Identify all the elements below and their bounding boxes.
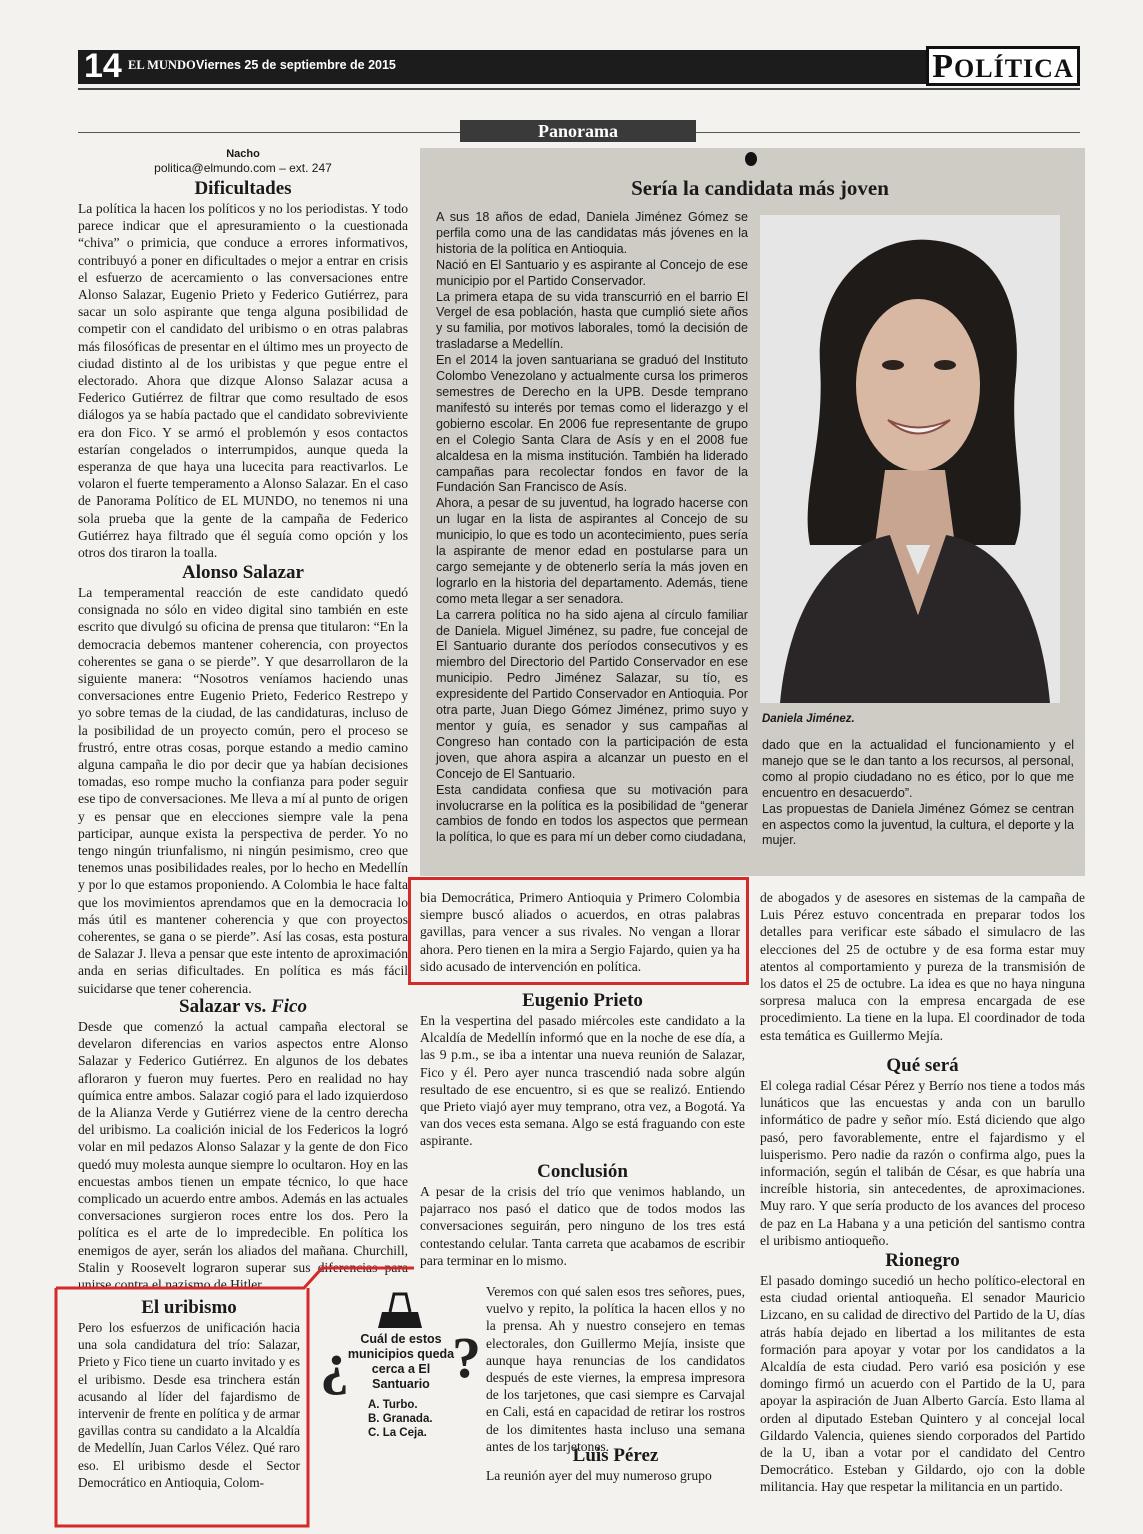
- article-el-uribismo: [78, 1297, 300, 1491]
- feature-p7: Esta candidata confiesa que su motivación para involucrarse en la política es la posibilidad de “generar cambios de fondo en todos los aspectos que permean la política, lo que es para mí un deber como ciudadana,: [436, 782, 748, 845]
- portrait-illustration: [760, 215, 1060, 703]
- heading-el-uribismo: El uribismo: [141, 1297, 237, 1318]
- feature-right-column: [762, 738, 1074, 849]
- quiz-question: Cuál de estos municipios queda cerca a El Santuario: [347, 1332, 455, 1391]
- body-salazar-vs-fico: Desde que comenzó la actual campaña electoral se develaron diferencias en varios aspectos entre Alonso Salazar y Federico Gutiérrez. En algunos de los debates afloraron y fueron muy fuertes. Pero en realidad no hay química entre ambos. Salazar cogió para el lado izquierdoso de la Alianza Verde y Gutiérrez viene de la centro derecha del uribismo. La coalición inicial de los Federicos la logró volar en mil pedazos Alonso Salazar y la gente de don Fico quedó muy molesta aunque siempre lo ocultaron. Hoy en las encuestas ambos tienen un empate técnico, lo que hace complicado un acuerdo entre ambos. Además en las actuales conversaciones surgieron roces entre los dos. Pero la política es el arte de lo impredecible. En política los enemigos de ayer, serán los aliados del mañana. Churchill, Stalin y Roosevelt lograron superar sus diferencias para unirse contra el nazismo de Hitler.: [78, 1019, 408, 1293]
- feature-body-column: [436, 210, 748, 846]
- continuation-uribismo: bia Democrática, Primero Antioquia y Primero Colombia siempre buscó aliados o acuerdos, en otras palabras gavillas, para vencer a sus rivales. No vengan a llorar ahora. Pero tienen en la mira a Sergio Fajardo, quien ya ha sido acusado de intervención en política.: [420, 890, 740, 974]
- heading-alonso-salazar: Alonso Salazar: [182, 562, 304, 583]
- quiz-options: [368, 1398, 433, 1440]
- article-conclusion: [420, 1161, 745, 1269]
- body-conclusion-a: A pesar de la crisis del trío que venimos hablando, un pajarraco nos pasó el datico que de todos modos las conversaciones seguirán, pero ninguno de los tres está contestando celular. Tanta carreta que acabamos de escribir para terminar en lo mismo.: [420, 1184, 745, 1268]
- section-title: [926, 48, 1080, 86]
- article-eugenio-prieto: [420, 990, 745, 1150]
- feature-p9: Las propuestas de Daniela Jiménez Gómez se centran en aspectos como la juventud, la cultura, el deporte y la mujer.: [762, 801, 1074, 848]
- heading-salazar-vs: Salazar vs.: [179, 996, 272, 1017]
- byline-contact: [78, 161, 408, 175]
- heading-conclusion: Conclusión: [537, 1161, 628, 1182]
- article-que-sera: [760, 1055, 1085, 1249]
- body-rionegro: El pasado domingo sucedió un hecho político-electoral en esta ciudad oriental antioqueña. El senador Mauricio Lizcano, en su calidad de directivo del Partido de la U, días atrás había dejado en libertad a los militantes de esta formación para apoyar y votar por los candidatos a la Alcaldía de esta ciudad. Pero varió esa posición y ese domingo firmó un acuerdo con el Partido de la U, para apoyar la aspiración de Juan Alberto García. Esto llama al orden al diputado Esteban Quintero y al concejal local Gildardo Valencia, quienes siendo corporados del Partido de la U, iban a votar por el candidato del Centro Democrático. Esteban y Gildardo, ojo con la doble militancia. Hay que respetar la militancia en un partido.: [760, 1273, 1085, 1495]
- body-luis-perez: La reunión ayer del muy numeroso grupo: [486, 1468, 712, 1483]
- heading-salazar-vs-fico: [78, 996, 408, 1018]
- newspaper-name: EL MUNDO: [128, 58, 196, 72]
- quiz-option-a[interactable]: A. Turbo.: [368, 1399, 418, 1411]
- article-luis-perez: [486, 1445, 745, 1484]
- heading-que-sera: Qué será: [886, 1055, 959, 1076]
- article-salazar-vs-fico: [78, 996, 408, 1293]
- masthead-rule: [78, 88, 1080, 90]
- portrait-photo: [760, 215, 1060, 703]
- byline-ext-separator: –: [279, 161, 286, 175]
- body-dificultades: La política la hacen los políticos y no los periodistas. Y todo parece indicar que el apresuramiento o la cuestionada “chiva” o primicia, que conduce a errores informativos, contribuyó a poner en dificultades o mejor a entrar en crisis el esfuerzo de acercamiento o las conversaciones entre Alonso Salazar, Eugenio Prieto y Federico Gutiérrez, para sacar un solo aspirante que tenga alguna posibilidad de competir con el candidato del uribismo o en otras palabras más filosóficas de presentar en el último mes un proyecto de ciudad distinto al de los uribistas y que pegue entre el electorado. Ahora que dizque Alonso Salazar acusa a Federico Gutiérrez de filtrar que como resultado de esos diálogos ya se había pactado que el candidato sobreviviente era don Fico. Y se armó el problemón y esos contactos estarían congelados o interrumpidos, aunque queda la esperanza de que haya una lucecita para reactivarlos. Le volaron el fuerte temperamento a Alonso Salazar. En el caso de Panorama Político de EL MUNDO, no tenemos ni una sola prueba que la gente de la campaña de Federico Gutiérrez haya filtrado que él seguía como opción y los otros dos tiraron la toalla.: [78, 201, 408, 561]
- body-conclusion-b: Veremos con qué salen esos tres señores, pues, vuelvo y repito, la política la hacen ellos y no la prensa. Ah y nuestro consejero en temas electorales, don Guillermo Mejía, insiste que aunque haya renuncias de los candidatos después de este viernes, la empresa impresora de los tarjetones, que casi siempre es Carvajal en Cali, está en capacidad de retirar los rostros de los dimitentes hasta incluso una semana antes de los tarjetones.: [486, 1284, 745, 1454]
- body-el-uribismo: Pero los esfuerzos de unificación hacia una sola candidatura del trío: Salazar, Prieto y Fico tiene un cuarto invitado y es el uribismo. Desde esa trinchera están acusando al líder del fajardismo de intervenir de frente en política y de armar gavillas contra su candidato a la Alcaldía de Medellín, Juan Carlos Vélez. Qué raro eso. El uribismo desde el Sector Democrático en Antioquia, Colom-: [78, 1320, 300, 1490]
- continuation-luis-perez: de abogados y de asesores en sistemas de la campaña de Luis Pérez estuvo concentrada en preparar todos los detalles para verificar este sábado el simulacro de las elecciones del 25 de octubre y de esa forma estar muy atentos al comportamiento y pureza de la transmisión de los datos el 25 de octubre. La idea es que no haya ninguna sorpresa maluca con la empresa encargada de ese procedimiento. La tiene en la lupa. El coordinador de toda esta temática es Guillermo Mejía.: [760, 890, 1085, 1043]
- byline-ext: ext. 247: [289, 161, 332, 175]
- article-rionegro: [760, 1250, 1085, 1496]
- heading-dificultades: Dificultades: [194, 178, 292, 199]
- article-dificultades: [78, 178, 408, 561]
- heading-luis-perez: Luis Pérez: [572, 1445, 659, 1466]
- byline-author: Nacho: [226, 148, 260, 160]
- feature-p1: A sus 18 años de edad, Daniela Jiménez Gómez se perfila como una de las candidatas más jóvenes en la historia de la política en Antioquia.: [436, 210, 748, 256]
- feature-p6: La carrera política no ha sido ajena al círculo familiar de Daniela. Miguel Jiménez, su padre, fue concejal de El Santuario durante dos períodos consecutivos y es miembro del Directorio del Partido Conservador en ese municipio. Pedro Jiménez Salazar, su tío, es expresidente del Partido Conservador en Antioquia. Por otra parte, Juan Diego Gómez Jiménez, primo suyo y mentor y guía, es senador y sus campañas al Congreso han contado con la participación de esta joven, que ahora aspira a alcanzar un puesto en el Concejo de El Santuario.: [436, 607, 748, 781]
- feature-p2: Nació en El Santuario y es aspirante al Concejo de ese municipio por el Partido Conservador.: [436, 257, 748, 288]
- quiz-option-b[interactable]: B. Granada.: [368, 1413, 433, 1425]
- body-que-sera: El colega radial César Pérez y Berrío nos tiene a todos más lunáticos que las encuestas y anda con un barullo informático de padre y señor mío. Está diciendo que algo pasó, pero favorablemente, entre el fajardismo y el luisperismo. Pero nadie da razón o confirma algo, pues la información, según el talibán de César, es que habría una increíble historia, sin antecedentes, de aproximaciones. Muy raro. Y que sería producto de los avances del proceso de paz en La Habana y a una petición del santismo contra el uribismo antioqueño.: [760, 1078, 1085, 1248]
- body-eugenio-prieto: En la vespertina del pasado miércoles este candidato a la Alcaldía de Medellín informó que en la noche de ese día, a las 9 p.m., se iba a intentar una nueva reunión de Salazar, Fico y él. Pero ayer nunca trascendió nada sobre algún resultado de ese encuentro, si es que se realizó. Entiendo que Prieto viajó ayer muy temprano, otra vez, a Bogotá. Ya van dos veces esta semana. Algo se está fraguando con este aspirante.: [420, 1013, 745, 1149]
- binder-clip-icon: [370, 1290, 430, 1330]
- heading-rionegro: Rionegro: [885, 1250, 960, 1271]
- panorama-label: Panorama: [460, 120, 696, 142]
- section-initial: P: [932, 48, 955, 85]
- quiz-option-c[interactable]: C. La Ceja.: [368, 1427, 427, 1439]
- byline-email[interactable]: politica@elmundo.com: [154, 161, 276, 175]
- issue-date: Viernes 25 de septiembre de 2015: [196, 58, 396, 72]
- quiz-box: [320, 1310, 480, 1460]
- feature-p3: La primera etapa de su vida transcurrió en el barrio El Vergel de esa población, hasta que cumplió siete años y su familia, por motivos laborales, tomó la decisión de trasladarse a Medellín.: [436, 289, 748, 352]
- section-rest: OLÍTICA: [954, 54, 1074, 83]
- feature-title: Sería la candidata más joven: [631, 176, 889, 200]
- article-alonso-salazar: [78, 562, 408, 997]
- body-alonso-salazar: La temperamental reacción de este candidato quedó consignada no sólo en video digital sino también en este escrito que divulgó su oficina de prensa que titularon: “En la democracia debemos mantener coherencia, con proyectos coherentes se gana o se pierde”. Y que desarrollaron de la siguiente manera: “Nosotros veníamos haciendo unas conversaciones entre Eugenio Prieto, Federico Restrepo y yo sobre temas de la ciudad, de las candidaturas, incluso de la posibilidad de un proyecto común, pero el proceso se frustró, entre otras cosas, porque estando a medio camino alguna campaña le dio por decir que ya habían decisiones tomadas, eso rompe mucho la confianza para poder seguir ese tipo de conversaciones. Me lleva a mí al punto de origen y es pensar que en elecciones siempre vale la pena participar, aunque exista la perspectiva de perder. Yo no tengo ningún triunfalismo, ni ningún pesimismo, creo que tenemos unas posibilidades reales, por lo hecho en Medellín y por lo que estamos proponiendo. A Colombia le hace falta que los movimientos aprendamos que en la democracia lo más útil es mantener coherencia y que con proyectos coherentes, se gana o se pierde”. Así las cosas, esta postura de Salazar J. lleva a pensar que este intento de aproximación anda en serias dificultades. En política es más fácil suicidarse que tener coherencia.: [78, 585, 408, 996]
- feature-p5: Ahora, a pesar de su juventud, ha logrado hacerse con un lugar en la lista de aspirantes al Concejo de su municipio, lo que es todo un acontecimiento, pues sería la aspirante de menor edad en postularse para un cargo semejante y de obtenerlo sería la más joven en lograrlo en la historia del departamento. Además, tiene como meta llegar a ser senadora.: [436, 496, 748, 606]
- heading-fico: Fico: [271, 996, 307, 1017]
- quiz-close-question-mark: ?: [452, 1325, 481, 1390]
- heading-eugenio-prieto: Eugenio Prieto: [522, 990, 643, 1011]
- page-number: 14: [84, 47, 122, 85]
- feature-p4: En el 2014 la joven santuariana se graduó del Instituto Colombo Venezolano y actualmente cursa los primeros semestres de Derecho en la UPB. Desde temprano manifestó su interés por temas como el liderazgo y el gobierno escolar. En 2006 fue representante de grupo en el Colegio Santa Clara de Asís y en el 2008 fue alcaldesa en la misma institución. También ha liderado campañas para recolectar fondos en favor de la Fundación San Francisco de Asís.: [436, 353, 748, 495]
- quiz-open-question-mark: ¿: [320, 1331, 349, 1396]
- pushpin-icon: [745, 152, 757, 166]
- feature-p8: dado que en la actualidad el funcionamiento y el manejo que se le dan tanto a los recursos, al personal, como al propio ciudadano no es ético, por lo que me encuentro en desacuerdo”.: [762, 738, 1074, 800]
- photo-caption: Daniela Jiménez.: [762, 713, 855, 725]
